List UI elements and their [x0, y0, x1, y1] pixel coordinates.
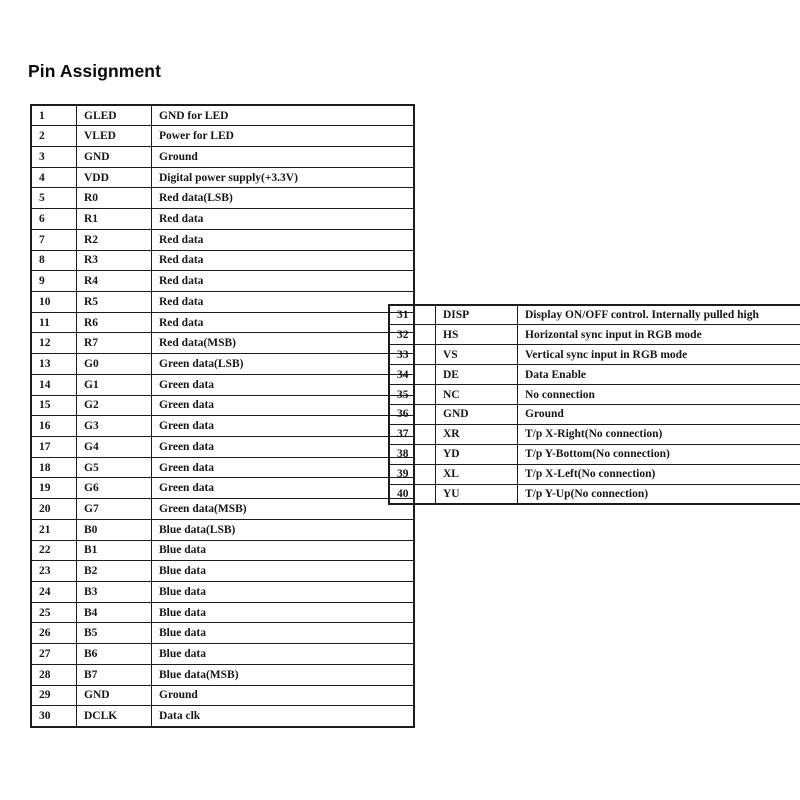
table-row: [31, 685, 414, 706]
pin-number-cell: 21: [31, 519, 77, 540]
table-row: [31, 126, 414, 147]
table-row: [389, 345, 800, 365]
pin-number-cell: 34: [389, 365, 436, 385]
pin-name-cell: DCLK: [77, 706, 152, 727]
pin-description-cell: Green data: [152, 457, 415, 478]
table-row: [31, 333, 414, 354]
pin-description-cell: Green data: [152, 416, 415, 437]
pin-name-cell: B0: [77, 519, 152, 540]
pin-name-cell: YU: [436, 484, 518, 504]
pin-number-cell: 31: [389, 305, 436, 325]
pin-number-cell: 18: [31, 457, 77, 478]
pin-name-cell: GND: [77, 685, 152, 706]
pin-number-cell: 28: [31, 664, 77, 685]
pin-description-cell: Green data(LSB): [152, 354, 415, 375]
pin-number-cell: 4: [31, 167, 77, 188]
pin-description-cell: Green data: [152, 478, 415, 499]
pin-name-cell: G5: [77, 457, 152, 478]
pin-number-cell: 30: [31, 706, 77, 727]
pin-description-cell: Power for LED: [152, 126, 415, 147]
pin-name-cell: HS: [436, 325, 518, 345]
pin-name-cell: DE: [436, 365, 518, 385]
table-row: [31, 644, 414, 665]
pin-description-cell: Red data: [152, 229, 415, 250]
pin-name-cell: XR: [436, 424, 518, 444]
pin-number-cell: 8: [31, 250, 77, 271]
pin-number-cell: 36: [389, 404, 436, 424]
table-row: [389, 305, 800, 325]
pin-name-cell: B1: [77, 540, 152, 561]
pin-number-cell: 1: [31, 105, 77, 126]
pin-description-cell: Display ON/OFF control. Internally pulled high: [518, 305, 800, 325]
pin-description-cell: Green data: [152, 437, 415, 458]
pin-name-cell: B6: [77, 644, 152, 665]
pin-number-cell: 3: [31, 146, 77, 167]
pin-number-cell: 23: [31, 561, 77, 582]
table-row: [389, 325, 800, 345]
table-row: [389, 484, 800, 504]
pin-name-cell: B5: [77, 623, 152, 644]
table-row: [31, 478, 414, 499]
table-row: [31, 250, 414, 271]
pin-number-cell: 29: [31, 685, 77, 706]
pin-name-cell: YD: [436, 444, 518, 464]
pin-table-body: [389, 305, 800, 504]
table-row: [31, 561, 414, 582]
table-row: [389, 464, 800, 484]
pin-number-cell: 14: [31, 374, 77, 395]
table-row: [31, 457, 414, 478]
pin-number-cell: 17: [31, 437, 77, 458]
table-row: [31, 582, 414, 603]
pin-name-cell: R2: [77, 229, 152, 250]
pin-description-cell: Green data(MSB): [152, 499, 415, 520]
pin-description-cell: T/p X-Left(No connection): [518, 464, 800, 484]
pin-name-cell: G6: [77, 478, 152, 499]
pin-number-cell: 33: [389, 345, 436, 365]
pin-number-cell: 13: [31, 354, 77, 375]
table-row: [31, 602, 414, 623]
pin-name-cell: DISP: [436, 305, 518, 325]
pin-number-cell: 5: [31, 188, 77, 209]
table-row: [389, 365, 800, 385]
pin-number-cell: 39: [389, 464, 436, 484]
pin-name-cell: G2: [77, 395, 152, 416]
table-row: [31, 146, 414, 167]
pin-number-cell: 6: [31, 209, 77, 230]
pin-name-cell: GLED: [77, 105, 152, 126]
pin-name-cell: B4: [77, 602, 152, 623]
pin-description-cell: Data clk: [152, 706, 415, 727]
pin-number-cell: 9: [31, 271, 77, 292]
table-row: [31, 354, 414, 375]
pin-description-cell: Blue data: [152, 623, 415, 644]
pin-name-cell: NC: [436, 385, 518, 405]
table-row: [31, 706, 414, 727]
pin-description-cell: Green data: [152, 374, 415, 395]
pin-name-cell: G7: [77, 499, 152, 520]
pin-name-cell: XL: [436, 464, 518, 484]
pin-description-cell: T/p X-Right(No connection): [518, 424, 800, 444]
table-row: [31, 188, 414, 209]
pin-name-cell: G0: [77, 354, 152, 375]
pin-description-cell: Ground: [152, 685, 415, 706]
pin-description-cell: Red data(MSB): [152, 333, 415, 354]
pin-description-cell: T/p Y-Bottom(No connection): [518, 444, 800, 464]
pin-name-cell: R0: [77, 188, 152, 209]
pin-description-cell: Blue data: [152, 540, 415, 561]
pin-table-1-30: [30, 104, 415, 728]
pin-number-cell: 15: [31, 395, 77, 416]
pin-description-cell: Horizontal sync input in RGB mode: [518, 325, 800, 345]
page-title: Pin Assignment: [28, 61, 161, 81]
pin-name-cell: GND: [436, 404, 518, 424]
table-row: [31, 291, 414, 312]
pin-description-cell: Red data: [152, 312, 415, 333]
pin-description-cell: Blue data: [152, 561, 415, 582]
pin-description-cell: Blue data: [152, 582, 415, 603]
pin-description-cell: Digital power supply(+3.3V): [152, 167, 415, 188]
pin-description-cell: Blue data: [152, 644, 415, 665]
pin-number-cell: 37: [389, 424, 436, 444]
pin-name-cell: VDD: [77, 167, 152, 188]
pin-name-cell: GND: [77, 146, 152, 167]
pin-description-cell: Red data: [152, 271, 415, 292]
pin-description-cell: No connection: [518, 385, 800, 405]
pin-description-cell: Ground: [518, 404, 800, 424]
pin-name-cell: R6: [77, 312, 152, 333]
table-row: [31, 416, 414, 437]
pin-name-cell: G1: [77, 374, 152, 395]
table-row: [31, 499, 414, 520]
pin-number-cell: 16: [31, 416, 77, 437]
table-row: [31, 209, 414, 230]
table-row: [31, 519, 414, 540]
table-row: [31, 105, 414, 126]
table-row: [31, 623, 414, 644]
pin-name-cell: R4: [77, 271, 152, 292]
pin-name-cell: R3: [77, 250, 152, 271]
pin-description-cell: Data Enable: [518, 365, 800, 385]
table-row: [31, 540, 414, 561]
table-row: [31, 395, 414, 416]
pin-description-cell: Red data(LSB): [152, 188, 415, 209]
pin-number-cell: 27: [31, 644, 77, 665]
pin-table-body: [31, 105, 414, 727]
pin-number-cell: 19: [31, 478, 77, 499]
pin-table-31-40: [388, 304, 800, 505]
table-row: [31, 229, 414, 250]
pin-number-cell: 12: [31, 333, 77, 354]
pin-description-cell: Red data: [152, 250, 415, 271]
table-row: [31, 374, 414, 395]
pin-description-cell: Blue data(MSB): [152, 664, 415, 685]
pin-number-cell: 10: [31, 291, 77, 312]
table-row: [31, 664, 414, 685]
table-row: [31, 437, 414, 458]
table-row: [31, 167, 414, 188]
pin-name-cell: VLED: [77, 126, 152, 147]
pin-description-cell: Red data: [152, 209, 415, 230]
pin-number-cell: 35: [389, 385, 436, 405]
table-row: [31, 312, 414, 333]
pin-description-cell: Blue data: [152, 602, 415, 623]
pin-name-cell: B2: [77, 561, 152, 582]
pin-name-cell: G3: [77, 416, 152, 437]
pin-description-cell: T/p Y-Up(No connection): [518, 484, 800, 504]
pin-number-cell: 11: [31, 312, 77, 333]
pin-number-cell: 22: [31, 540, 77, 561]
table-row: [389, 444, 800, 464]
table-row: [389, 404, 800, 424]
table-row: [31, 271, 414, 292]
pin-name-cell: R1: [77, 209, 152, 230]
pin-name-cell: R5: [77, 291, 152, 312]
pin-number-cell: 24: [31, 582, 77, 603]
pin-name-cell: R7: [77, 333, 152, 354]
pin-number-cell: 25: [31, 602, 77, 623]
pin-description-cell: Ground: [152, 146, 415, 167]
pin-number-cell: 7: [31, 229, 77, 250]
pin-number-cell: 20: [31, 499, 77, 520]
pin-number-cell: 2: [31, 126, 77, 147]
pin-name-cell: VS: [436, 345, 518, 365]
table-row: [389, 424, 800, 444]
pin-description-cell: Blue data(LSB): [152, 519, 415, 540]
pin-description-cell: GND for LED: [152, 105, 415, 126]
pin-name-cell: B3: [77, 582, 152, 603]
pin-name-cell: G4: [77, 437, 152, 458]
pin-number-cell: 32: [389, 325, 436, 345]
pin-description-cell: Red data: [152, 291, 415, 312]
pin-number-cell: 26: [31, 623, 77, 644]
table-row: [389, 385, 800, 405]
pin-number-cell: 38: [389, 444, 436, 464]
pin-number-cell: 40: [389, 484, 436, 504]
pin-description-cell: Green data: [152, 395, 415, 416]
pin-description-cell: Vertical sync input in RGB mode: [518, 345, 800, 365]
pin-name-cell: B7: [77, 664, 152, 685]
